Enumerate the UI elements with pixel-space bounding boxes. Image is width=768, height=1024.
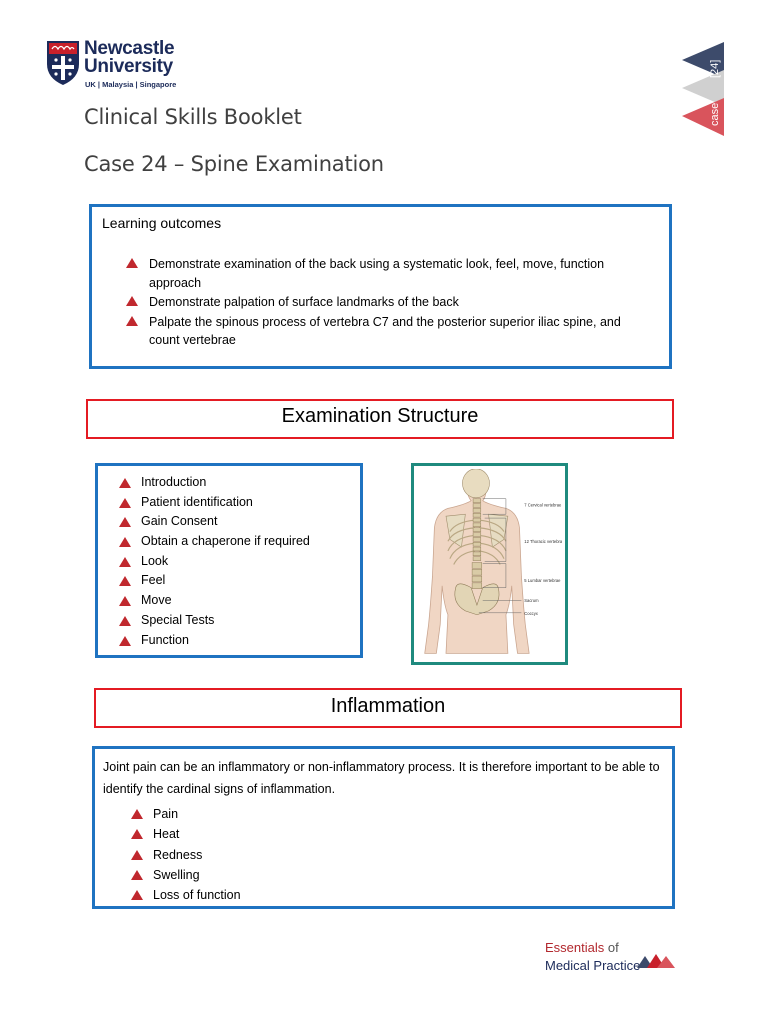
- list-item: Pain: [131, 804, 241, 824]
- examination-steps-box: [95, 463, 363, 658]
- inflammation-intro: Joint pain can be an inflammatory or non-inflammatory process. It is therefore important to be able to identify the cardinal signs of inflammation.: [103, 760, 660, 796]
- learning-outcomes-list: [124, 255, 644, 351]
- university-crest-icon: [46, 40, 80, 86]
- list-item: Demonstrate examination of the back using a systematic look, feel, move, function approach: [124, 255, 644, 292]
- learning-outcomes-heading: Learning outcomes: [102, 215, 222, 231]
- list-item: Look: [116, 552, 310, 572]
- case-badge-icon: [682, 42, 724, 136]
- triangle-bullet-icon: [119, 498, 131, 508]
- list-item: Swelling: [131, 865, 241, 885]
- triangle-bullet-icon: [126, 258, 138, 268]
- triangle-bullet-icon: [126, 316, 138, 326]
- mountains-logo-icon: [637, 950, 677, 970]
- triangle-bullet-icon: [119, 596, 131, 606]
- list-item: Introduction: [116, 473, 310, 493]
- triangle-bullet-icon: [119, 478, 131, 488]
- inflammation-box: [92, 746, 675, 909]
- list-item: Obtain a chaperone if required: [116, 532, 310, 552]
- list-item: Demonstrate palpation of surface landmarks of the back: [124, 293, 644, 312]
- list-item: Function: [116, 631, 310, 651]
- university-name: Newcastle University: [84, 38, 175, 77]
- list-item: Gain Consent: [116, 512, 310, 532]
- list-item: Heat: [131, 824, 241, 844]
- case-title: Case 24 – Spine Examination: [84, 152, 384, 176]
- examination-structure-heading: Examination Structure: [281, 404, 479, 427]
- triangle-bullet-icon: [131, 870, 143, 880]
- triangle-bullet-icon: [119, 576, 131, 586]
- figure-label-thoracic: 12 Thoracic vertebrae: [524, 539, 562, 545]
- examination-structure-heading-box: [86, 399, 674, 439]
- figure-label-lumbar: 5 Lumbar vertebrae: [524, 577, 561, 583]
- examination-steps-list: [116, 473, 310, 650]
- list-item: Loss of function: [131, 885, 241, 905]
- triangle-bullet-icon: [131, 850, 143, 860]
- spine-anatomy-illustration: [417, 469, 562, 659]
- inflammation-heading: Inflammation: [330, 694, 446, 717]
- triangle-bullet-icon: [131, 890, 143, 900]
- booklet-title: Clinical Skills Booklet: [84, 105, 302, 129]
- triangle-bullet-icon: [119, 616, 131, 626]
- university-campuses: UK | Malaysia | Singapore: [85, 80, 177, 89]
- list-item: Special Tests: [116, 611, 310, 631]
- spine-illustration-box: [411, 463, 568, 665]
- list-item: Move: [116, 591, 310, 611]
- triangle-bullet-icon: [131, 809, 143, 819]
- triangle-bullet-icon: [119, 557, 131, 567]
- case-badge-word: case: [709, 102, 721, 126]
- list-item: Redness: [131, 845, 241, 865]
- list-item: Feel: [116, 571, 310, 591]
- footer-brand: [545, 940, 685, 980]
- inflammation-signs-list: [131, 804, 241, 905]
- learning-outcomes-box: [89, 204, 672, 369]
- triangle-bullet-icon: [131, 829, 143, 839]
- list-item: Patient identification: [116, 493, 310, 513]
- triangle-bullet-icon: [126, 296, 138, 306]
- triangle-bullet-icon: [119, 636, 131, 646]
- footer-brand-line2: Medical Practice: [545, 958, 641, 973]
- triangle-bullet-icon: [119, 517, 131, 527]
- triangle-bullet-icon: [119, 537, 131, 547]
- inflammation-heading-box: [94, 688, 682, 728]
- figure-label-cervical: 7 Cervical vertebrae: [524, 502, 562, 508]
- figure-label-coccyx: Coccyx: [524, 610, 538, 616]
- university-logo: [46, 40, 186, 90]
- list-item: Palpate the spinous process of vertebra C7 and the posterior superior iliac spine, and count vertebrae: [124, 313, 644, 350]
- footer-brand-line1: Essentials of: [545, 940, 619, 955]
- figure-label-sacrum: Sacrum: [524, 598, 539, 604]
- case-badge-number: [24]: [709, 59, 721, 78]
